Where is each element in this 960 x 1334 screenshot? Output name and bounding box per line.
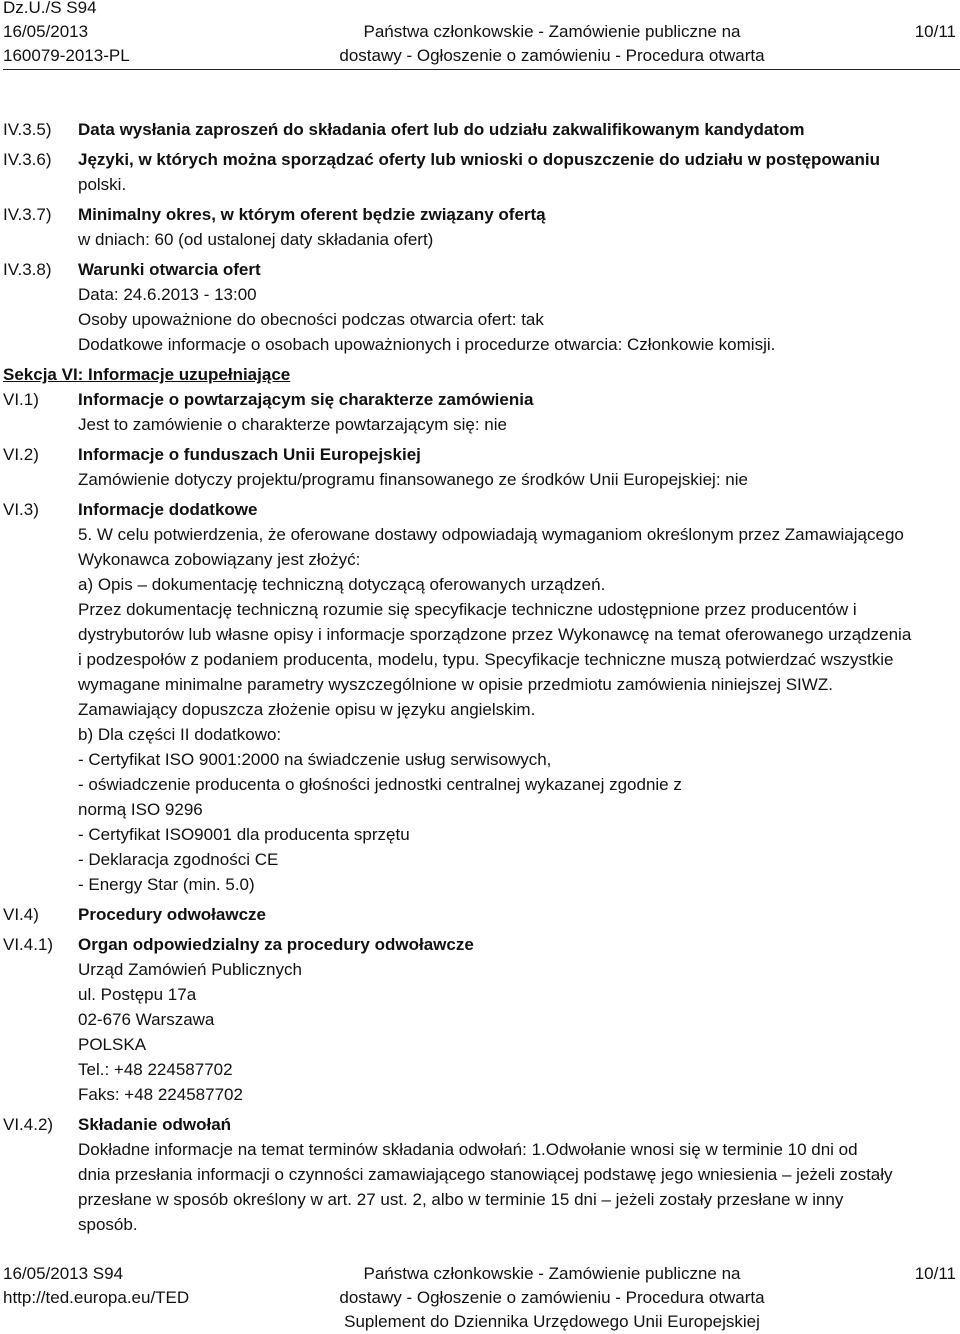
section-text-line: Wykonawca zobowiązany jest złożyć: [78, 550, 361, 569]
header-title-line-2: dostawy - Ogłoszenie o zamówieniu - Procedura otwarta [339, 46, 765, 65]
section-content [78, 932, 952, 1107]
section-text-line: - Certyfikat ISO 9001:2000 na świadczenie usług serwisowych, [78, 750, 552, 769]
footer-url[interactable]: http://ted.europa.eu/TED [3, 1288, 190, 1307]
section-title: Procedury odwoławcze [78, 905, 266, 924]
section-title: Organ odpowiedzialny za procedury odwoławcze [78, 935, 474, 954]
section-content [78, 257, 952, 357]
section-text-line: polski. [78, 175, 127, 194]
section-text-line: a) Opis – dokumentację techniczną dotyczącą oferowanych urządzeń. [78, 575, 606, 594]
section-content [78, 1112, 952, 1237]
section-vi [0, 387, 960, 1242]
section-text-line: Tel.: +48 224587702 [78, 1060, 233, 1079]
section-text-line: dystrybutorów lub własne opisy i informacje sporządzone przez Wykonawcę na temat oferowanego urządzenia [78, 625, 912, 644]
section-text-line: Osoby upoważnione do obecności podczas otwarcia ofert: tak [78, 310, 544, 329]
section-text-line: - oświadczenie producenta o głośności jednostki centralnej wykazanej zgodnie z [78, 775, 682, 794]
section-title: Minimalny okres, w którym oferent będzie związany ofertą [78, 205, 546, 224]
section-text-line: Zamawiający dopuszcza złożenie opisu w języku angielskim. [78, 700, 536, 719]
section-text-line: Jest to zamówienie o charakterze powtarzającym się: nie [78, 415, 507, 434]
section-number: IV.3.7) [3, 205, 52, 224]
section-text-line: sposób. [78, 1215, 138, 1234]
section-item [0, 202, 960, 252]
section-number: VI.4.1) [3, 935, 54, 954]
section-text-line: Dodatkowe informacje o osobach upoważnionych i procedurze otwarcia: Członkowie komisji. [78, 335, 776, 354]
section-text-line: - Energy Star (min. 5.0) [78, 875, 255, 894]
section-text-line: w dniach: 60 (od ustalonej daty składania ofert) [78, 230, 434, 249]
header-page-number: 10/11 [914, 22, 956, 41]
section-spacer [0, 1237, 960, 1242]
section-item [0, 1112, 960, 1237]
section-text-line: przesłane w sposób określony w art. 27 ust. 2, albo w terminie 15 dni – jeżeli zostały przesłane w inny [78, 1190, 844, 1209]
section-text-line: 02-676 Warszawa [78, 1010, 215, 1029]
section-title: Składanie odwołań [78, 1115, 232, 1134]
section-text-line: Data: 24.6.2013 - 13:00 [78, 285, 257, 304]
footer-page-number: 10/11 [914, 1264, 956, 1283]
footer-title-line-1: Państwa członkowskie - Zamówienie publiczne na [363, 1264, 741, 1283]
section-title: Informacje o funduszach Unii Europejskiej [78, 445, 421, 464]
journal-ref: Dz.U./S S94 [3, 0, 97, 17]
section-item [0, 117, 960, 142]
notice-number: 160079-2013-PL [3, 46, 130, 65]
page-footer [0, 1262, 960, 1334]
section-text-line: Przez dokumentację techniczną rozumie się specyfikacje techniczne udostępnione przez producentów i [78, 600, 857, 619]
section-vi-heading: Sekcja VI: Informacje uzupełniające [3, 365, 291, 384]
header-rule [3, 69, 960, 70]
footer-date-issue: 16/05/2013 S94 [3, 1264, 124, 1283]
section-text-line: wymagane minimalne parametry wyszczególnione w opisie przedmiotu zamówienia niniejszej SIWZ. [78, 675, 833, 694]
section-text-line: - Deklaracja zgodności CE [78, 850, 279, 869]
section-item [0, 442, 960, 492]
section-content [78, 902, 952, 927]
section-content [78, 147, 952, 197]
section-number: VI.4.2) [3, 1115, 54, 1134]
section-title: Języki, w których można sporządzać oferty lub wnioski o dopuszczenie do udziału w postępowaniu [78, 150, 880, 169]
section-text-line: normą ISO 9296 [78, 800, 203, 819]
section-text-line: Urząd Zamówień Publicznych [78, 960, 302, 979]
header-title-line-1: Państwa członkowskie - Zamówienie publiczne na [363, 22, 741, 41]
section-number: VI.1) [3, 390, 39, 409]
section-text-line: ul. Postępu 17a [78, 985, 197, 1004]
section-number: IV.3.8) [3, 260, 52, 279]
section-text-line: Dokładne informacje na temat terminów składania odwołań: 1.Odwołanie wnosi się w terminie 10 dni od [78, 1140, 858, 1159]
section-item [0, 932, 960, 1107]
section-item [0, 257, 960, 357]
page-header [0, 0, 960, 70]
section-content [78, 117, 952, 142]
section-text-line: Zamówienie dotyczy projektu/programu finansowanego ze środków Unii Europejskiej: nie [78, 470, 748, 489]
section-content [78, 202, 952, 252]
section-item [0, 387, 960, 437]
section-number: VI.3) [3, 500, 39, 519]
section-content [78, 442, 952, 492]
section-title: Informacje o powtarzającym się charakterze zamówienia [78, 390, 534, 409]
section-item [0, 902, 960, 927]
section-text-line: 5. W celu potwierdzenia, że oferowane dostawy odpowiadają wymaganiom określonym przez Zamawiającego [78, 525, 904, 544]
section-item [0, 147, 960, 197]
section-title: Data wysłania zaproszeń do składania ofert lub do udziału zakwalifikowanym kandydatom [78, 120, 805, 139]
section-text-line: i podzespołów z podaniem producenta, modelu, typu. Specyfikacje techniczne muszą potwierdzać wszystkie [78, 650, 894, 669]
footer-supplement: Suplement do Dziennika Urzędowego Unii Europejskiej [344, 1312, 760, 1331]
section-text-line: Faks: +48 224587702 [78, 1085, 243, 1104]
section-title: Warunki otwarcia ofert [78, 260, 261, 279]
section-content [78, 387, 952, 437]
footer-title-line-2: dostawy - Ogłoszenie o zamówieniu - Procedura otwarta [339, 1288, 765, 1307]
section-number: IV.3.6) [3, 150, 52, 169]
document-body [0, 117, 960, 1242]
section-content [78, 497, 952, 897]
section-iv-3 [0, 117, 960, 362]
header-date: 16/05/2013 [3, 22, 89, 41]
section-item [0, 497, 960, 897]
section-text-line: - Certyfikat ISO9001 dla producenta sprzętu [78, 825, 410, 844]
section-title: Informacje dodatkowe [78, 500, 258, 519]
section-number: VI.4) [3, 905, 39, 924]
section-text-line: dnia przesłania informacji o czynności zamawiającego stanowiącej podstawę jego wniesienia – jeżeli zostały [78, 1165, 893, 1184]
section-text-line: POLSKA [78, 1035, 147, 1054]
section-number: VI.2) [3, 445, 39, 464]
section-number: IV.3.5) [3, 120, 52, 139]
section-text-line: b) Dla części II dodatkowo: [78, 725, 282, 744]
